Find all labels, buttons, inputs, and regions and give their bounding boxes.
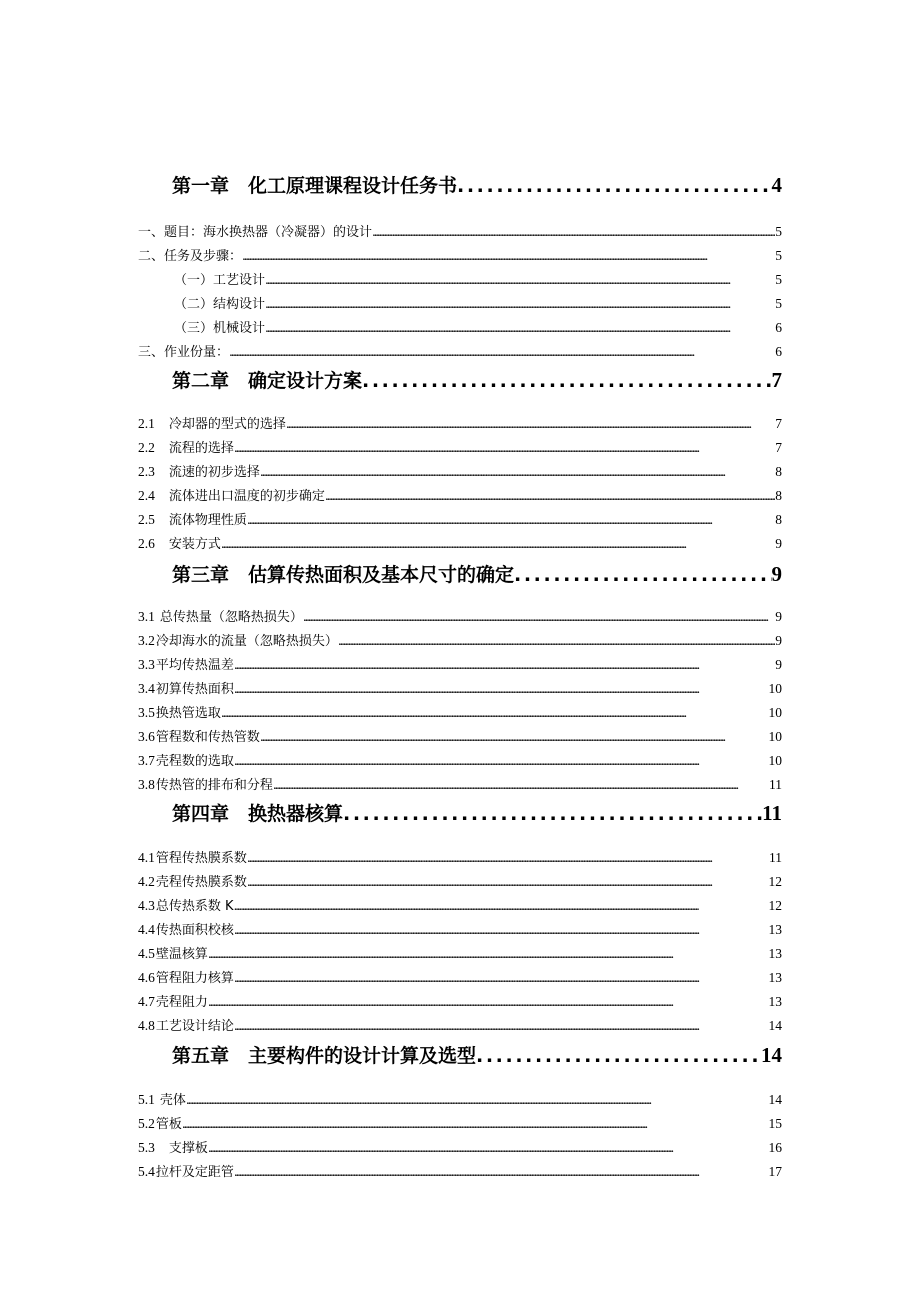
toc-entry-title: （三）机械设计 — [174, 321, 266, 336]
toc-entry-number: 4.3 — [138, 898, 155, 913]
toc-section-entry[interactable] — [138, 654, 782, 673]
toc-entry-number: 2.6 — [138, 536, 155, 551]
toc-entry-number: 2.4 — [138, 488, 155, 503]
toc-page-number: 11 — [769, 850, 782, 865]
toc-entry-title: 平均传热温差 — [155, 658, 234, 673]
dot-leader — [303, 610, 775, 625]
toc-entry-title: （一）工艺设计 — [174, 273, 266, 288]
toc-chapter-entry[interactable] — [172, 560, 782, 587]
toc-chapter-entry[interactable] — [172, 366, 782, 393]
toc-page-number: 14 — [761, 1043, 782, 1067]
toc-page-number: 10 — [768, 705, 782, 720]
toc-page-number: 8 — [775, 512, 782, 527]
toc-section-entry[interactable] — [138, 437, 782, 456]
toc-entry-title: 管程阻力核算 — [155, 971, 234, 986]
toc-page-number: 12 — [768, 874, 782, 889]
toc-page-number: 8 — [775, 464, 782, 479]
toc-entry-title: （二）结构设计 — [174, 297, 266, 312]
toc-page-number: 8 — [775, 488, 782, 503]
toc-page-number: 11 — [769, 777, 782, 792]
toc-entry-title: 管板 — [155, 1117, 182, 1132]
toc-entry-title: 壳程阻力 — [155, 995, 208, 1010]
dot-leader — [208, 1141, 769, 1156]
dot-leader — [234, 899, 769, 914]
toc-entry-title: 初算传热面积 — [155, 682, 234, 697]
toc-page-number: 5 — [775, 296, 782, 311]
toc-page-number: 9 — [775, 609, 782, 624]
dot-leader — [265, 321, 775, 336]
toc-section-entry[interactable] — [138, 702, 782, 721]
toc-entry-title: 流体进出口温度的初步确定 — [168, 489, 325, 504]
toc-entry-number: 3.7 — [138, 753, 155, 768]
toc-entry-number: 5.3 — [138, 1140, 155, 1155]
toc-entry-title: 冷却器的型式的选择 — [168, 417, 286, 432]
toc-section-entry[interactable] — [138, 919, 782, 938]
toc-entry-title: 传热管的排布和分程 — [155, 778, 273, 793]
toc-entry-title: 壳程传热膜系数 — [155, 875, 247, 890]
dot-leader — [242, 249, 775, 264]
toc-section-entry[interactable] — [138, 221, 782, 240]
dot-leader — [247, 851, 769, 866]
toc-entry-number: 4.8 — [138, 1018, 155, 1033]
toc-section-entry[interactable] — [138, 726, 782, 745]
toc-page-number: 7 — [771, 368, 782, 392]
dot-leader — [265, 273, 775, 288]
toc-section-entry[interactable] — [138, 847, 782, 866]
toc-entry-number: 2.1 — [138, 416, 155, 431]
toc-entry-title: 第二章 确定设计方案 — [172, 370, 363, 392]
toc-entry-title: 壳体 — [159, 1093, 186, 1108]
toc-section-entry[interactable] — [174, 269, 782, 288]
toc-section-entry[interactable] — [138, 750, 782, 769]
toc-entry-number: 2.3 — [138, 464, 155, 479]
toc-entry-title: 二、任务及步骤： — [138, 249, 243, 264]
toc-section-entry[interactable] — [138, 533, 782, 552]
toc-entry-title: 流程的选择 — [168, 441, 234, 456]
toc-entry-title: 传热面积校核 — [155, 923, 234, 938]
dot-leader — [260, 465, 775, 480]
toc-section-entry[interactable] — [138, 943, 782, 962]
toc-page-number: 9 — [771, 562, 782, 586]
toc-page-number: 4 — [771, 173, 782, 197]
toc-entry-number: 4.5 — [138, 946, 155, 961]
toc-page-number: 6 — [775, 320, 782, 335]
toc-section-entry[interactable] — [174, 293, 782, 312]
toc-chapter-entry[interactable] — [172, 1041, 782, 1068]
toc-entry-number: 3.1 — [138, 609, 155, 624]
dot-leader — [234, 1165, 769, 1180]
toc-entry-title: 安装方式 — [168, 537, 221, 552]
toc-entry-title: 一、题目：海水换热器（冷凝器）的设计 — [138, 225, 373, 240]
dot-leader — [234, 441, 775, 456]
toc-section-entry[interactable] — [138, 245, 782, 264]
toc-entry-number: 5.1 — [138, 1092, 155, 1107]
toc-section-entry[interactable] — [138, 991, 782, 1010]
toc-section-entry[interactable] — [138, 341, 782, 360]
toc-entry-title: 拉杆及定距管 — [155, 1165, 234, 1180]
toc-section-entry[interactable] — [138, 1161, 782, 1180]
toc-entry-number: 2.5 — [138, 512, 155, 527]
toc-section-entry[interactable] — [138, 606, 782, 625]
dot-leader — [514, 564, 771, 586]
dot-leader — [234, 682, 769, 697]
dot-leader — [229, 345, 775, 360]
toc-entry-title: 支撑板 — [168, 1141, 208, 1156]
toc-page-number: 17 — [768, 1164, 782, 1179]
toc-page-number: 6 — [775, 344, 782, 359]
dot-leader — [182, 1117, 769, 1132]
toc-page-number: 13 — [768, 946, 782, 961]
toc-entry-title: 壳程数的选取 — [155, 754, 234, 769]
toc-entry-number: 3.5 — [138, 705, 155, 720]
toc-page-number: 14 — [768, 1092, 782, 1107]
dot-leader — [234, 754, 769, 769]
dot-leader — [273, 778, 769, 793]
toc-page-number: 10 — [768, 753, 782, 768]
toc-entry-number: 4.1 — [138, 850, 155, 865]
dot-leader — [234, 971, 769, 986]
toc-entry-title: 流体物理性质 — [168, 513, 247, 528]
dot-leader — [221, 537, 775, 552]
toc-entry-number: 4.4 — [138, 922, 155, 937]
toc-entry-title: 第五章 主要构件的设计计算及选型 — [172, 1045, 477, 1067]
toc-entry-title: 壁温核算 — [155, 947, 208, 962]
toc-page-number: 7 — [775, 440, 782, 455]
toc-page-number: 13 — [768, 994, 782, 1009]
toc-entry-title: 换热管选取 — [155, 706, 221, 721]
toc-page-number: 13 — [768, 970, 782, 985]
toc-page-number: 10 — [768, 729, 782, 744]
dot-leader — [208, 947, 769, 962]
toc-entry-title: 管程数和传热管数 — [155, 730, 260, 745]
toc-section-entry[interactable] — [138, 461, 782, 480]
toc-entry-title: 总传热系数 K — [155, 899, 234, 914]
toc-section-entry[interactable] — [138, 485, 782, 504]
toc-page-number: 5 — [775, 248, 782, 263]
toc-page-number: 10 — [768, 681, 782, 696]
toc-entry-number: 3.2 — [138, 633, 155, 648]
dot-leader — [343, 803, 762, 825]
dot-leader — [457, 175, 771, 197]
toc-entry-title: 工艺设计结论 — [155, 1019, 234, 1034]
toc-page-number: 12 — [768, 898, 782, 913]
toc-page-number: 11 — [762, 801, 782, 825]
toc-section-entry[interactable] — [138, 509, 782, 528]
toc-section-entry[interactable] — [138, 1137, 782, 1156]
toc-page-number: 16 — [768, 1140, 782, 1155]
toc-entry-title: 管程传热膜系数 — [155, 851, 247, 866]
dot-leader — [286, 417, 775, 432]
toc-section-entry[interactable] — [138, 1113, 782, 1132]
toc-page-number: 14 — [768, 1018, 782, 1033]
toc-section-entry[interactable] — [138, 967, 782, 986]
toc-entry-number: 5.2 — [138, 1116, 155, 1131]
dot-leader — [338, 634, 775, 649]
dot-leader — [372, 225, 775, 240]
toc-page-number: 5 — [775, 272, 782, 287]
toc-entry-title: 三、作业份量： — [138, 345, 230, 360]
toc-section-entry[interactable] — [138, 413, 782, 432]
toc-entry-title: 冷却海水的流量（忽略热损失） — [155, 634, 338, 649]
toc-section-entry[interactable] — [174, 317, 782, 336]
toc-section-entry[interactable] — [138, 630, 782, 649]
toc-section-entry[interactable] — [138, 1089, 782, 1108]
dot-leader — [260, 730, 769, 745]
dot-leader — [247, 875, 769, 890]
toc-entry-number: 4.7 — [138, 994, 155, 1009]
dot-leader — [234, 658, 775, 673]
dot-leader — [234, 923, 769, 938]
toc-chapter-entry[interactable] — [172, 171, 782, 198]
dot-leader — [234, 1019, 769, 1034]
toc-entry-number: 3.8 — [138, 777, 155, 792]
toc-section-entry[interactable] — [138, 1015, 782, 1034]
dot-leader — [186, 1093, 769, 1108]
toc-section-entry[interactable] — [138, 871, 782, 890]
toc-entry-title: 第四章 换热器核算 — [172, 803, 344, 825]
toc-page-number: 13 — [768, 922, 782, 937]
toc-page-number: 9 — [775, 633, 782, 648]
dot-leader — [265, 297, 775, 312]
dot-leader — [221, 706, 769, 721]
dot-leader — [476, 1045, 761, 1067]
toc-entry-number: 5.4 — [138, 1164, 155, 1179]
toc-entry-number: 2.2 — [138, 440, 155, 455]
toc-section-entry[interactable] — [138, 895, 782, 914]
toc-entry-number: 3.4 — [138, 681, 155, 696]
dot-leader — [325, 489, 775, 504]
toc-page-number: 5 — [775, 224, 782, 239]
toc-chapter-entry[interactable] — [172, 799, 782, 826]
toc-entry-number: 4.6 — [138, 970, 155, 985]
toc-section-entry[interactable] — [138, 678, 782, 697]
toc-entry-number: 4.2 — [138, 874, 155, 889]
toc-entry-title: 流速的初步选择 — [168, 465, 260, 480]
dot-leader — [208, 995, 769, 1010]
toc-entry-number: 3.6 — [138, 729, 155, 744]
toc-section-entry[interactable] — [138, 774, 782, 793]
toc-entry-title: 第一章 化工原理课程设计任务书 — [172, 175, 458, 197]
dot-leader — [247, 513, 775, 528]
toc-page-number: 9 — [775, 657, 782, 672]
toc-page-number: 7 — [775, 416, 782, 431]
toc-entry-title: 总传热量（忽略热损失） — [159, 610, 303, 625]
toc-entry-number: 3.3 — [138, 657, 155, 672]
toc-page-number: 9 — [775, 536, 782, 551]
toc-entry-title: 第三章 估算传热面积及基本尺寸的确定 — [172, 564, 515, 586]
toc-page-number: 15 — [768, 1116, 782, 1131]
dot-leader — [362, 370, 771, 392]
